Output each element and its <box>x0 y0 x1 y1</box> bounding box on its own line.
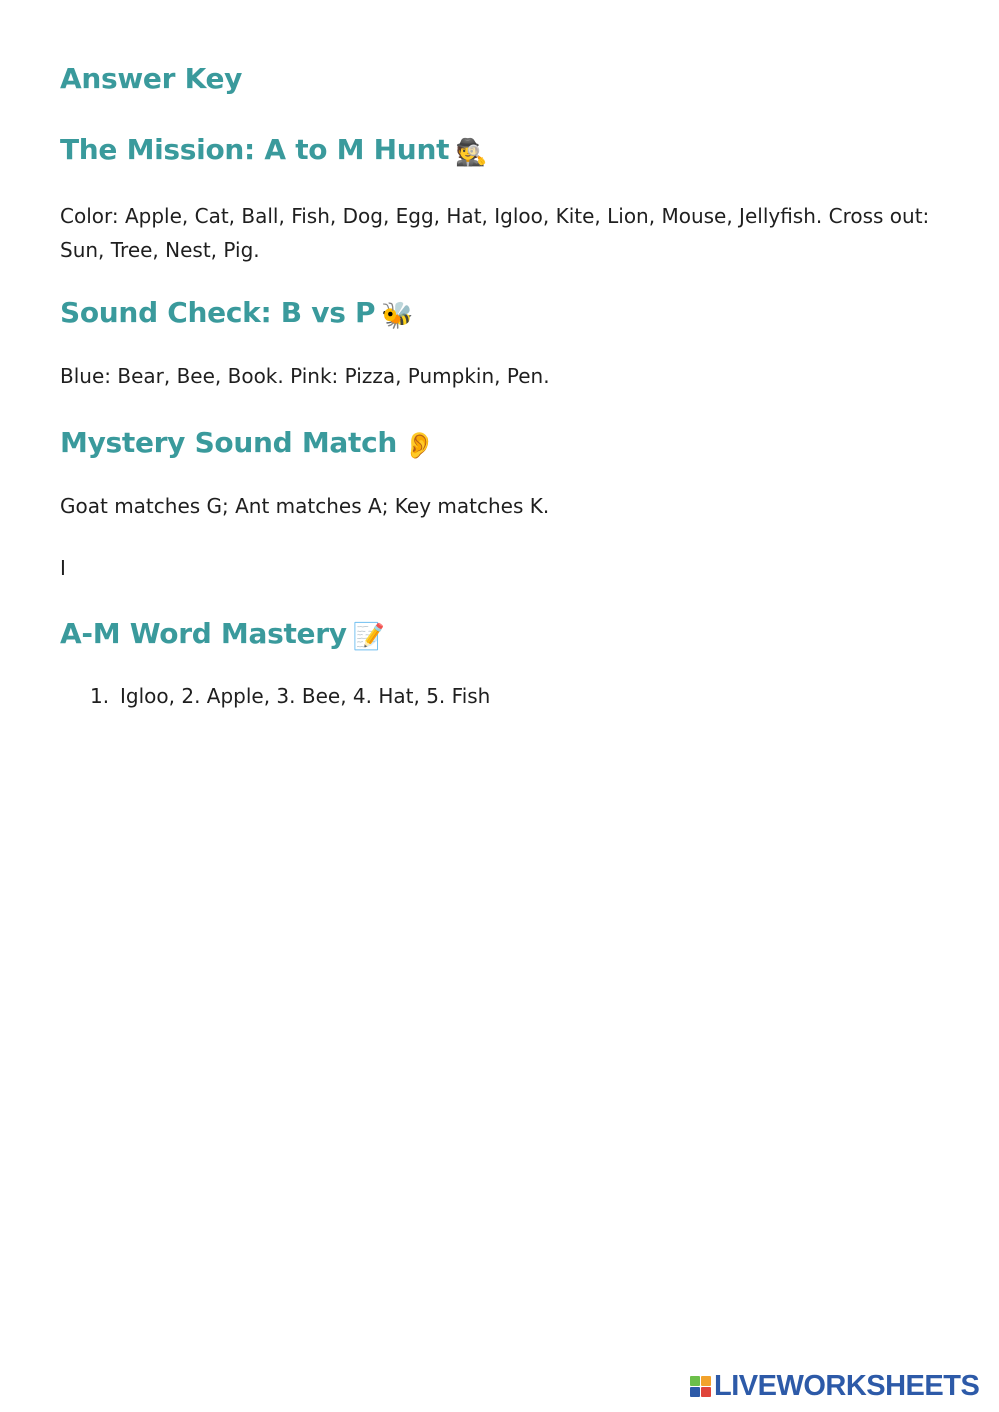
section-body-sound-check: Blue: Bear, Bee, Book. Pink: Pizza, Pumpkin, Pen. <box>60 364 550 388</box>
section-heading-word-mastery <box>60 617 385 652</box>
list-item <box>90 684 490 708</box>
section-body-mystery-sound: Goat matches G; Ant matches A; Key matches K. <box>60 494 550 518</box>
stray-text: I <box>60 556 66 580</box>
ear-icon: 👂 <box>403 431 436 461</box>
liveworksheets-logo-icon <box>690 1376 711 1397</box>
section-heading-mission <box>60 133 487 168</box>
memo-icon: 📝 <box>352 622 385 652</box>
logo-square-red <box>701 1387 711 1397</box>
word-mastery-list <box>90 684 490 708</box>
bee-icon: 🐝 <box>381 301 414 331</box>
page-title: Answer Key <box>60 62 243 95</box>
section-heading-text: A-M Word Mastery <box>60 617 347 650</box>
section-heading-text: Sound Check: B vs P <box>60 296 376 329</box>
list-item-text: Igloo, 2. Apple, 3. Bee, 4. Hat, 5. Fish <box>120 684 491 708</box>
logo-square-green <box>690 1376 700 1386</box>
section-heading-sound-check <box>60 296 413 331</box>
section-heading-text: The Mission: A to M Hunt <box>60 133 450 166</box>
section-heading-mystery-sound <box>60 426 435 461</box>
logo-square-orange <box>701 1376 711 1386</box>
detective-icon: 🕵️ <box>455 138 488 168</box>
section-body-mission: Color: Apple, Cat, Ball, Fish, Dog, Egg, Hat, Igloo, Kite, Lion, Mouse, Jellyfish. Cross out: Sun, Tree, Nest, Pig. <box>60 204 930 262</box>
section-heading-text: Mystery Sound Match <box>60 426 397 459</box>
logo-text: LIVEWORKSHEETS <box>714 1370 980 1402</box>
liveworksheets-logo <box>690 1372 979 1401</box>
list-item-number: 1. <box>90 684 110 708</box>
logo-square-blue <box>690 1387 700 1397</box>
